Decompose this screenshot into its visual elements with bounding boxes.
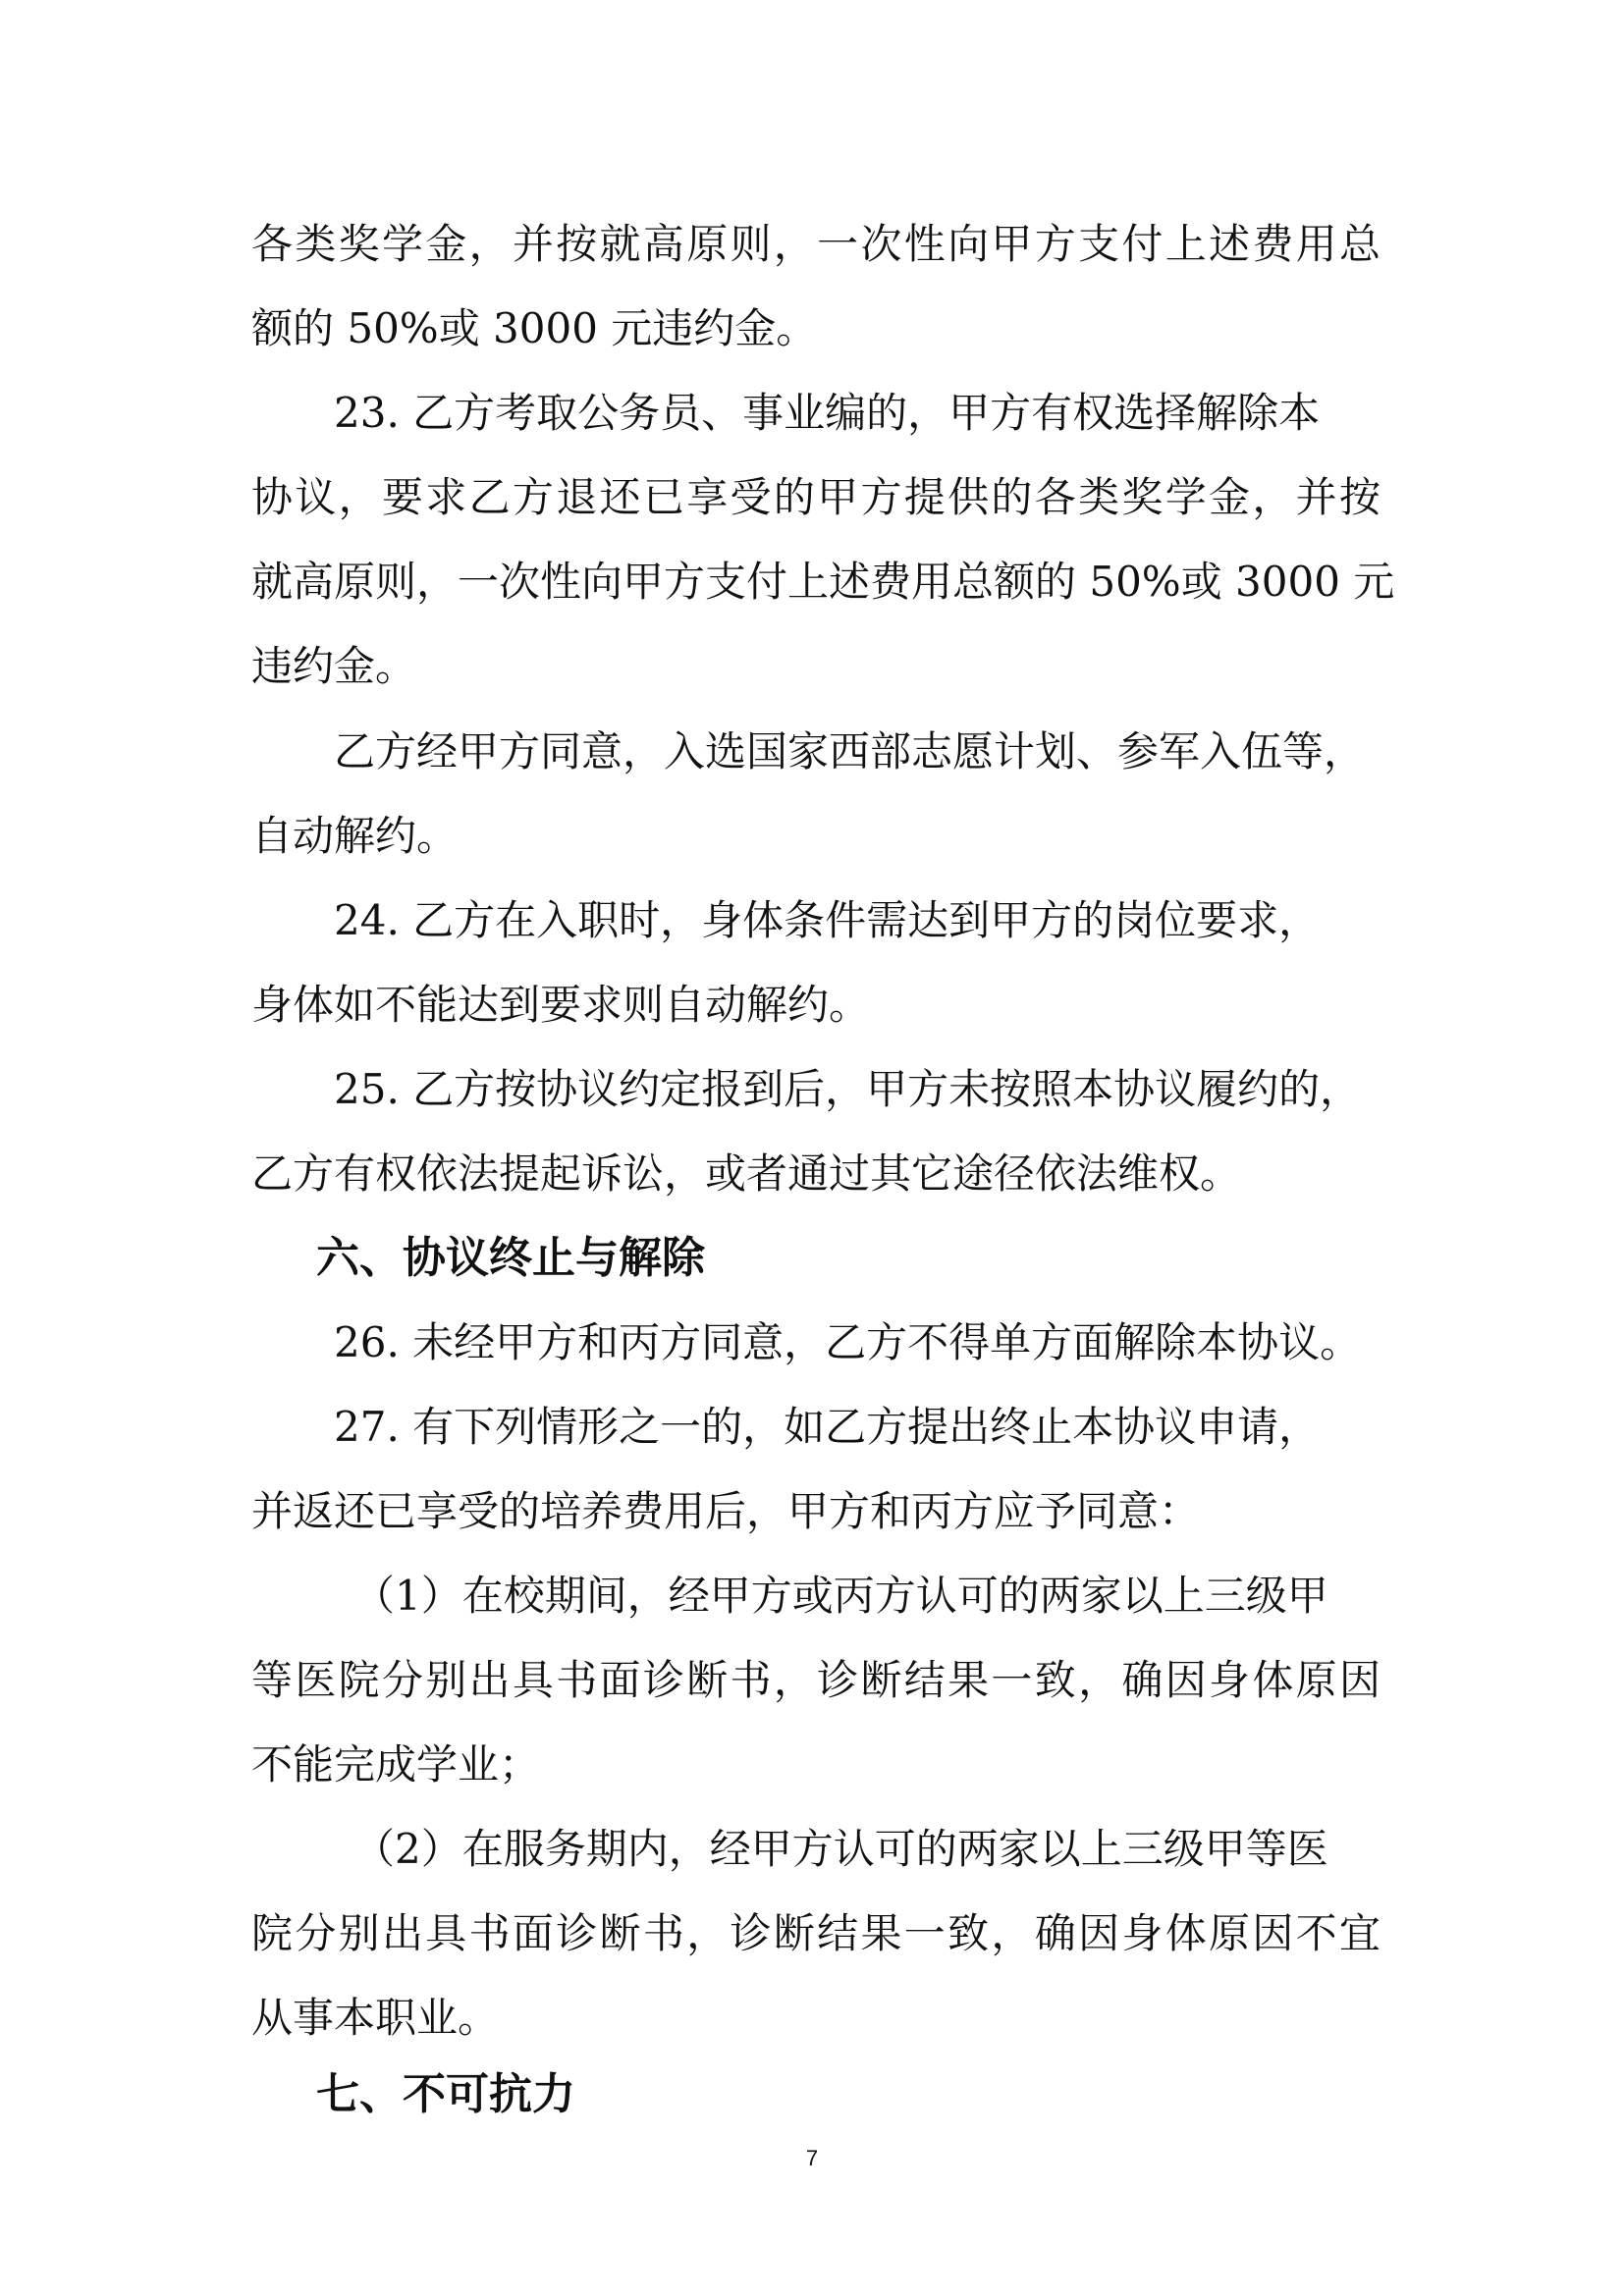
text-line <box>0 1641 1624 1720</box>
text-line <box>0 797 1624 876</box>
text-span: 自动解约。 <box>251 812 459 860</box>
text-line <box>0 1979 1624 2057</box>
text-span: 乙方有权依法提起诉讼，或者通过其它途径依法维权。 <box>251 1149 1242 1198</box>
text-line <box>0 1304 1624 1382</box>
text-span: 不能完成学业； <box>251 1740 541 1789</box>
text-line <box>0 1388 1624 1467</box>
section-heading <box>0 2056 1624 2134</box>
text-line <box>0 966 1624 1044</box>
page-number: 7 <box>805 2146 819 2170</box>
text-line <box>0 1810 1624 1889</box>
section-heading-text: 七、不可抗力 <box>316 2069 575 2119</box>
text-span: 并返还已享受的培养费用后，甲方和丙方应予同意： <box>251 1487 1201 1535</box>
text-line <box>0 458 1624 537</box>
text-line <box>0 1135 1624 1213</box>
text-line <box>0 713 1624 791</box>
text-span: 等医院分别出具书面诊断书，诊断结果一致，确因身体原因 <box>251 1656 1380 1704</box>
section-heading-text: 六、协议终止与解除 <box>316 1233 705 1283</box>
text-span: 27. 有下列情形之一的，如乙方提出终止本协议申请， <box>334 1403 1321 1451</box>
text-span: 额的 50%或 3000 元违约金。 <box>251 304 818 352</box>
text-line <box>0 881 1624 960</box>
text-line <box>0 374 1624 453</box>
text-span: 身体如不能达到要求则自动解约。 <box>251 981 871 1029</box>
text-line <box>0 290 1624 368</box>
section-heading <box>0 1219 1624 1298</box>
text-span: 23. 乙方考取公务员、事业编的，甲方有权选择解除本 <box>334 389 1321 437</box>
text-line <box>0 1472 1624 1551</box>
text-span: 25. 乙方按协议约定报到后，甲方未按照本协议履约的， <box>334 1065 1362 1113</box>
text-span: 协议，要求乙方退还已享受的甲方提供的各类奖学金，并按 <box>251 473 1380 521</box>
text-line <box>0 627 1624 706</box>
text-line <box>0 1557 1624 1635</box>
text-span: 各类奖学金，并按就高原则，一次性向甲方支付上述费用总 <box>251 220 1380 268</box>
text-span: 从事本职业。 <box>251 1994 500 2042</box>
text-line <box>0 1050 1624 1129</box>
text-span: 26. 未经甲方和丙方同意，乙方不得单方面解除本协议。 <box>334 1318 1362 1366</box>
text-line <box>0 543 1624 621</box>
text-span: 违约金。 <box>251 642 417 690</box>
text-span: 乙方经甲方同意，入选国家西部志愿计划、参军入伍等， <box>334 727 1366 775</box>
text-span: （1）在校期间，经甲方或丙方认可的两家以上三级甲 <box>353 1572 1328 1620</box>
text-span: （2）在服务期内，经甲方认可的两家以上三级甲等医 <box>353 1825 1328 1873</box>
text-span: 就高原则，一次性向甲方支付上述费用总额的 50%或 3000 元 <box>251 558 1395 606</box>
text-line <box>0 1895 1624 1973</box>
text-span: 24. 乙方在入职时，身体条件需达到甲方的岗位要求， <box>334 896 1321 944</box>
text-line <box>0 205 1624 284</box>
text-span: 院分别出具书面诊断书，诊断结果一致，确因身体原因不宜 <box>251 1909 1380 1957</box>
text-line <box>0 1726 1624 1804</box>
